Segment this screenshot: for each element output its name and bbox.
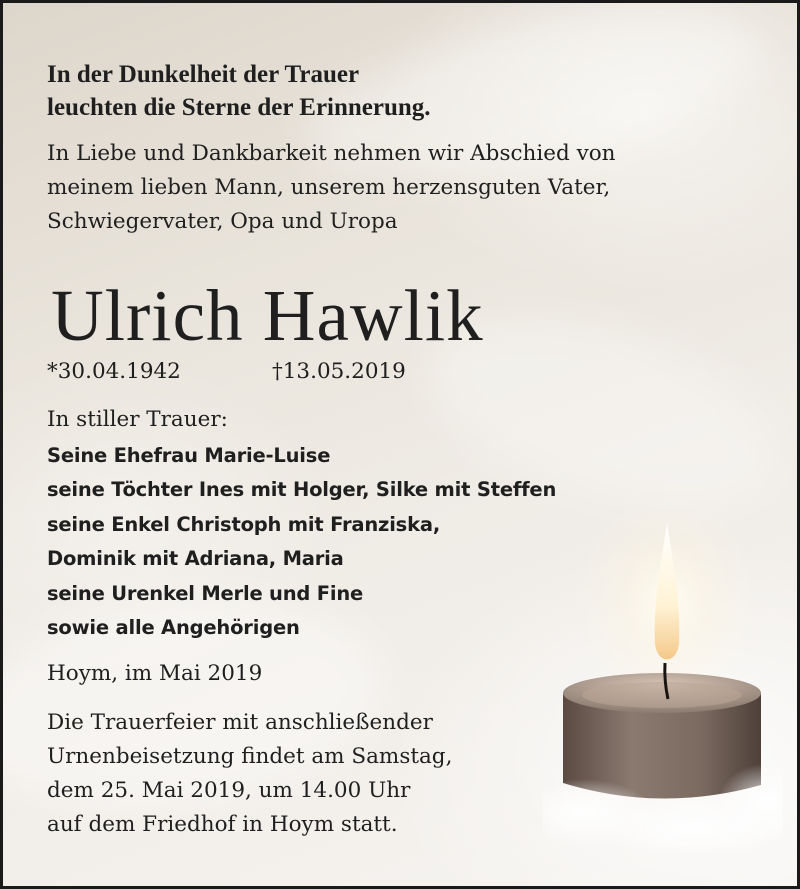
birth-date: *30.04.1942: [47, 359, 181, 384]
ceremony-line: dem 25. Mai 2019, um 14.00 Uhr: [47, 778, 411, 803]
mourner-line: Dominik mit Adriana, Maria: [47, 547, 344, 571]
motto: [47, 58, 431, 124]
mourner-line: sowie alle Angehörigen: [47, 616, 300, 640]
farewell-text: [47, 137, 616, 239]
candle-image: [543, 513, 783, 853]
ceremony-line: Die Trauerfeier mit anschließender: [47, 710, 433, 735]
farewell-line: Schwiegervater, Opa und Uropa: [47, 209, 398, 234]
ceremony-line: auf dem Friedhof in Hoym statt.: [47, 812, 398, 837]
mourners-heading: In stiller Trauer:: [47, 407, 228, 432]
ceremony-info: [47, 706, 452, 842]
mourner-line: seine Töchter Ines mit Holger, Silke mit Steffen: [47, 478, 557, 502]
deceased-name: Ulrich Hawlik: [51, 275, 484, 356]
motto-line: In der Dunkelheit der Trauer: [47, 61, 360, 88]
motto-line: leuchten die Sterne der Erinnerung.: [47, 94, 431, 121]
place-date: Hoym, im Mai 2019: [47, 661, 263, 686]
mourner-line: seine Enkel Christoph mit Franziska,: [47, 512, 441, 536]
death-date: †13.05.2019: [272, 359, 406, 384]
ceremony-line: Urnenbeisetzung findet am Samstag,: [47, 744, 453, 769]
farewell-line: In Liebe und Dankbarkeit nehmen wir Abschied von: [47, 141, 616, 166]
farewell-line: meinem lieben Mann, unserem herzensguten Vater,: [47, 175, 611, 200]
candle-wax-pool: [582, 682, 742, 708]
life-dates: [47, 355, 406, 389]
mourners-list: [47, 439, 556, 645]
mourner-line: seine Urenkel Merle und Fine: [47, 581, 364, 605]
mourner-line: Seine Ehefrau Marie-Luise: [47, 444, 331, 467]
